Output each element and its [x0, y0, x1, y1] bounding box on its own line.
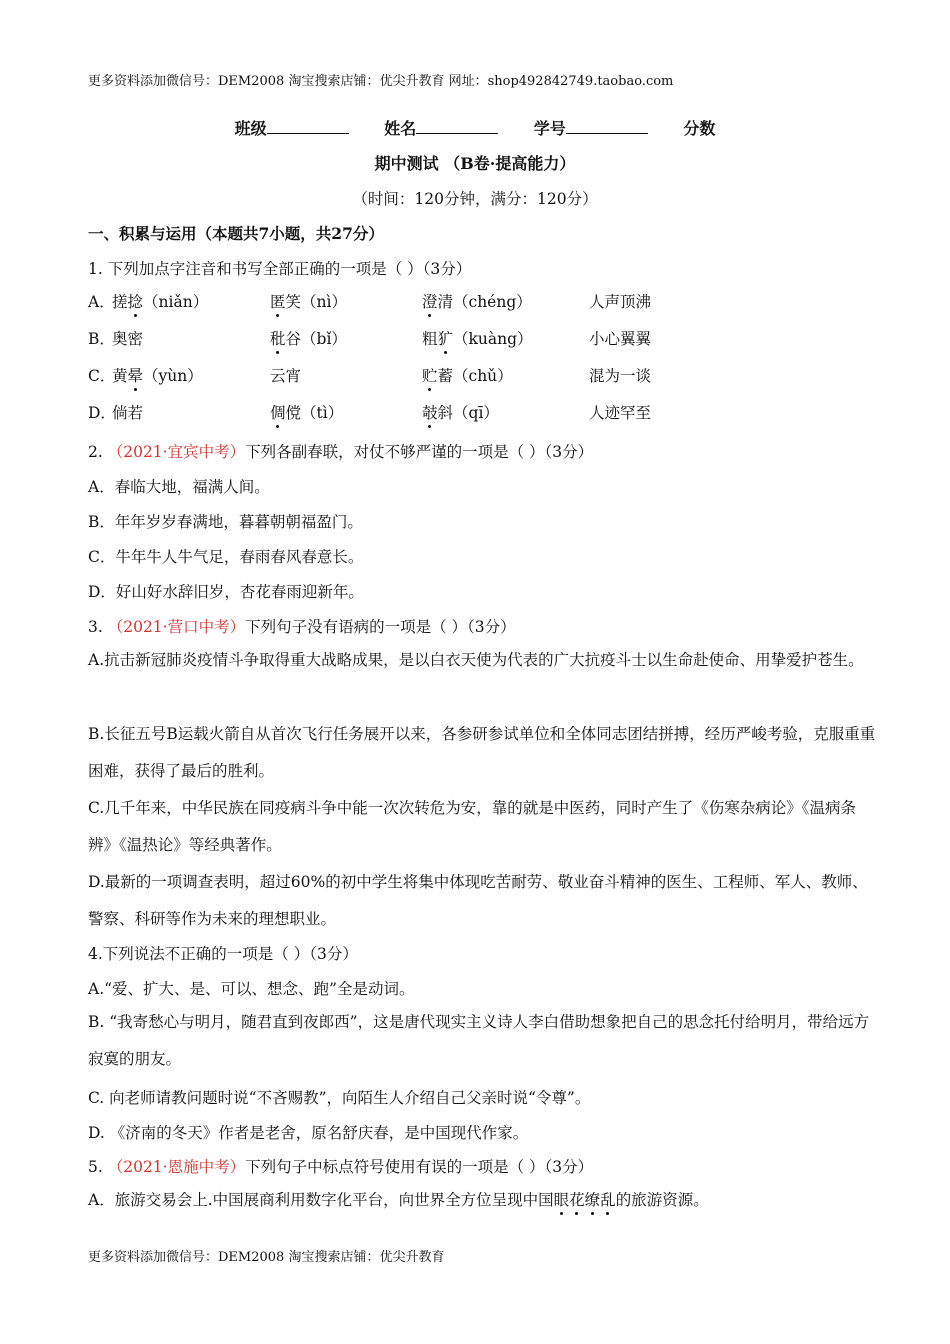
- q2-option-b: B．年年岁岁春满地，暮暮朝朝福盈门。: [88, 513, 363, 531]
- class-blank: [267, 118, 349, 134]
- dotted-char: 眼: [553, 1191, 570, 1209]
- text: （yùn）: [143, 367, 203, 385]
- q3-source: （2021·营口中考）: [107, 618, 246, 636]
- exam-title: 期中测试 （B卷·提高能力）: [374, 154, 576, 173]
- text: （kuàng）: [453, 330, 533, 348]
- dotted-char: 澄: [422, 293, 438, 311]
- text: 蓄（chǔ）: [437, 367, 513, 385]
- dotted-char: 捻: [127, 293, 144, 311]
- q2-option-a: A．春临大地，福满人间。: [88, 478, 270, 496]
- q3-option-c: C.几千年来，中华民族在同疫病斗争中能一次次转危为安，靠的就是中医药，同时产生了《伤寒杂病论》《温病条辨》《温热论》等经典著作。: [88, 799, 856, 854]
- text: 的旅游资源。: [615, 1191, 709, 1209]
- q2-option-c: C．牛年牛人牛气足，春雨春风春意长。: [88, 548, 364, 566]
- q2-text: 下列各副春联，对仗不够严谨的一项是（ ）（3分）: [245, 443, 594, 461]
- student-info-line: [0, 116, 950, 139]
- text: 斜（qī）: [437, 404, 499, 422]
- id-label: 学号: [533, 119, 566, 138]
- dotted-char: 匿: [270, 293, 286, 311]
- q1-c-col1: [112, 364, 203, 386]
- q1-a-col1: [112, 290, 208, 312]
- exam-subtitle: （时间：120分钟，满分：120分）: [352, 190, 598, 208]
- dotted-char: 秕: [270, 330, 286, 348]
- q1-d-col3: [422, 401, 499, 423]
- text: （niǎn）: [143, 293, 209, 311]
- class-label: 班级: [234, 119, 267, 138]
- q1-b-col4: 小心翼翼: [589, 330, 652, 348]
- q1-stem: 1. 下列加点字注音和书写全部正确的一项是（ ）（3分）: [88, 260, 472, 278]
- q5-source: （2021·恩施中考）: [107, 1158, 246, 1176]
- q1-d-col2: [270, 401, 343, 423]
- dotted-char: 花: [569, 1191, 585, 1209]
- q1-c-col3: [422, 364, 513, 386]
- section-heading: 一、积累与运用（本题共7小题，共27分）: [88, 224, 384, 243]
- q1-a-col3: [422, 290, 532, 312]
- text: 谷（bǐ）: [285, 330, 347, 348]
- q1-c-letter: C．: [88, 367, 116, 385]
- dotted-char: 乱: [600, 1191, 616, 1209]
- text: 清（chéng）: [437, 293, 532, 311]
- q1-a-col2: [270, 290, 347, 312]
- q4-option-b: B. “我寄愁心与明月，随君直到夜郎西”，这是唐代现实主义诗人李白借助想象把自己的思念托付给明月，带给远方寂寞的朋友。: [88, 1013, 870, 1068]
- q3-option-d: D.最新的一项调查表明，超过60%的初中学生将集中体现吃苦耐劳、敬业奋斗精神的医生、工程师、军人、教师、警察、科研等作为未来的理想职业。: [88, 873, 868, 928]
- page-header: 更多资料添加微信号：DEM2008 淘宝搜索店铺：优尖升教育 网址：shop492842749.taobao.com: [88, 74, 674, 89]
- q2-number: 2.: [88, 443, 108, 461]
- q3-option-a: A.抗击新冠肺炎疫情斗争取得重大战略成果，是以白衣天使为代表的广大抗疫斗士以生命赴使命、用挚爱护苍生。: [88, 651, 864, 669]
- q2-option-d: D．好山好水辞旧岁，杏花春雨迎新年。: [88, 583, 364, 601]
- id-blank: [566, 118, 648, 134]
- q4-option-d: D. 《济南的冬天》作者是老舍，原名舒庆春，是中国现代作家。: [88, 1124, 529, 1142]
- q2-stem: [88, 440, 593, 462]
- q1-d-letter: D．: [88, 404, 116, 422]
- q5-option-a: [88, 1188, 709, 1210]
- q1-d-col1: 倘若: [112, 404, 144, 422]
- q1-c-col4: 混为一谈: [589, 367, 652, 385]
- name-blank: [416, 118, 498, 134]
- q4-option-c: C. 向老师请教问题时说“不吝赐教”，向陌生人介绍自己父亲时说“令尊”。: [88, 1089, 591, 1107]
- q4-option-a: A.“爱、扩大、是、可以、想念、跑”全是动词。: [88, 980, 415, 998]
- dotted-char: 犷: [437, 330, 454, 348]
- q5-stem: [88, 1155, 593, 1177]
- q3-text: 下列句子没有语病的一项是（ ）（3分）: [245, 618, 516, 636]
- q1-d-col4: 人迹罕至: [589, 404, 652, 422]
- q5-number: 5.: [88, 1158, 108, 1176]
- page-footer: 更多资料添加微信号：DEM2008 淘宝搜索店铺：优尖升教育: [88, 1250, 445, 1265]
- text: 傥（tì）: [285, 404, 344, 422]
- q4-stem: 4.下列说法不正确的一项是（ ）（3分）: [88, 945, 358, 963]
- q2-source: （2021·宜宾中考）: [107, 443, 246, 461]
- dotted-char: 缭: [584, 1191, 601, 1209]
- q1-c-col2: 云宵: [270, 367, 302, 385]
- text: 粗: [422, 330, 438, 348]
- q1-b-col3: [422, 327, 533, 349]
- q3-option-b: B.长征五号B运载火箭自从首次飞行任务展开以来，各参研参试单位和全体同志团结拼搏，经历严峻考验，克服重重困难，获得了最后的胜利。: [88, 725, 876, 780]
- q3-number: 3.: [88, 618, 108, 636]
- q1-a-col4: 人声顶沸: [589, 293, 652, 311]
- text: A．旅游交易会上.中国展商利用数字化平台，向世界全方位呈现中国: [88, 1191, 554, 1209]
- q1-b-col1: 奥密: [112, 330, 144, 348]
- dotted-char: 晕: [127, 367, 144, 385]
- q3-stem: [88, 615, 516, 637]
- q1-b-letter: B．: [88, 330, 115, 348]
- text: 黄: [112, 367, 128, 385]
- q5-text: 下列句子中标点符号使用有误的一项是（ ）（3分）: [245, 1158, 594, 1176]
- q1-b-col2: [270, 327, 347, 349]
- name-label: 姓名: [384, 119, 417, 138]
- score-label: 分数: [683, 119, 716, 138]
- q1-a-letter: A．: [88, 293, 115, 311]
- text: 搓: [112, 293, 128, 311]
- dotted-char: 攲: [422, 404, 438, 422]
- dotted-char: 倜: [270, 404, 286, 422]
- dotted-char: 贮: [422, 367, 438, 385]
- text: 笑（nì）: [285, 293, 347, 311]
